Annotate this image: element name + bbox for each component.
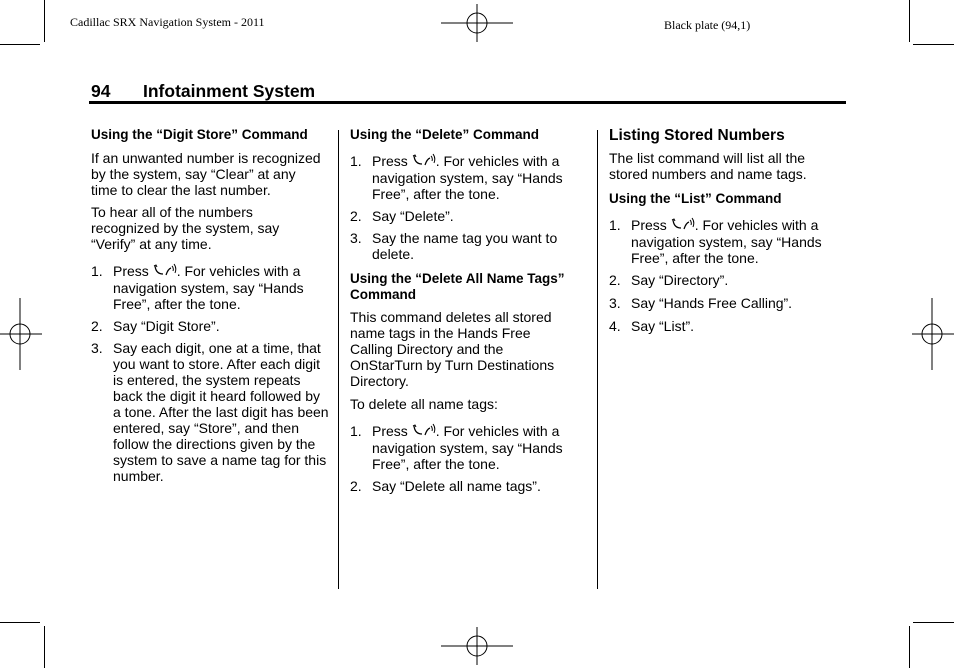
step-number: 1. — [350, 153, 362, 169]
list-item — [350, 478, 586, 494]
list-item — [609, 318, 845, 334]
step-number: 3. — [91, 340, 103, 356]
list-item — [91, 263, 331, 312]
crop-mark — [44, 626, 45, 668]
step-text: Press — [372, 153, 408, 169]
step-number: 2. — [350, 208, 362, 224]
step-text: . For vehicles with a navigation system, say “Hands Free”, after the tone. — [372, 153, 563, 202]
list-item — [350, 208, 586, 224]
step-text: Say “List”. — [631, 318, 695, 334]
step-number: 3. — [609, 295, 621, 311]
phone-icon — [671, 217, 683, 234]
step-number: 1. — [350, 423, 362, 439]
crop-mark — [44, 0, 45, 42]
voice-icon — [165, 263, 177, 280]
crop-mark — [913, 44, 954, 45]
step-number: 1. — [609, 217, 621, 233]
list-item — [350, 153, 586, 202]
registration-mark-top — [441, 4, 513, 42]
crop-mark — [0, 44, 40, 45]
paragraph: To hear all of the numbers recognized by the system, say “Verify” at any time. — [91, 204, 280, 252]
paragraph: To delete all name tags: — [350, 396, 498, 412]
section-heading: Using the “Digit Store” Command — [91, 127, 308, 142]
step-text: . For vehicles with a navigation system, say “Hands Free”, after the tone. — [113, 263, 304, 312]
step-text: Say each digit, one at a time, that you want to store. After each digit is entered, the system repeats back the digit it heard followed by a tone. After the last digit has been entered, say “Store”, and then follow the directions given by the system to save a name tag for this number. — [113, 340, 329, 484]
list-item — [609, 272, 845, 288]
section-heading: Using the “Delete” Command — [350, 127, 540, 142]
page-number: 94 — [91, 81, 111, 101]
step-text: Say “Delete all name tags”. — [372, 478, 541, 494]
page-title: Infotainment System — [143, 81, 316, 101]
step-number: 2. — [350, 478, 362, 494]
list-item — [91, 318, 331, 334]
phone-icon — [412, 423, 424, 440]
crop-mark — [909, 0, 910, 42]
phone-icon — [412, 153, 424, 170]
step-text: Press — [631, 217, 667, 233]
column-3 — [609, 127, 845, 334]
voice-icon — [424, 153, 436, 170]
step-text: Press — [113, 263, 149, 279]
step-number: 4. — [609, 318, 621, 334]
sub-heading: Using the “List” Command — [609, 191, 782, 206]
column-1 — [91, 127, 331, 484]
crop-mark — [909, 626, 910, 668]
step-text: Say “Digit Store”. — [113, 318, 220, 334]
title-rule — [89, 101, 846, 104]
step-number: 2. — [91, 318, 103, 334]
step-number: 1. — [91, 263, 103, 279]
column-divider — [338, 130, 339, 589]
column-divider — [597, 130, 598, 589]
plate-label: Black plate (94,1) — [664, 18, 751, 32]
section-heading: Listing Stored Numbers — [609, 127, 785, 144]
registration-mark-bottom — [441, 627, 513, 665]
column-2 — [350, 127, 586, 494]
step-text: Say “Directory”. — [631, 272, 729, 288]
step-text: Say “Delete”. — [372, 208, 454, 224]
step-number: 3. — [350, 230, 362, 246]
list-item — [609, 295, 845, 311]
step-text: . For vehicles with a navigation system, say “Hands Free”, after the tone. — [372, 423, 563, 472]
list-item — [350, 423, 586, 472]
step-text: Say the name tag you want to delete. — [372, 230, 558, 262]
voice-icon — [424, 423, 436, 440]
step-number: 2. — [609, 272, 621, 288]
registration-mark-right — [912, 298, 954, 370]
paragraph: If an unwanted number is recognized by the system, say “Clear” at any time to clear the last number. — [91, 150, 321, 198]
crop-mark — [913, 622, 954, 623]
list-item — [609, 217, 845, 266]
paragraph: The list command will list all the stored numbers and name tags. — [609, 150, 807, 182]
list-item — [91, 340, 331, 484]
step-text: Press — [372, 423, 408, 439]
book-title: Cadillac SRX Navigation System - 2011 — [70, 15, 265, 29]
list-item — [350, 230, 586, 262]
voice-icon — [683, 217, 695, 234]
phone-icon — [153, 263, 165, 280]
paragraph: This command deletes all stored name tags in the Hands Free Calling Directory and the OnStarTurn by Turn Destinations Directory. — [350, 309, 555, 389]
crop-mark — [0, 622, 40, 623]
section-heading: Using the “Delete All Name Tags” Command — [350, 271, 565, 302]
step-text: Say “Hands Free Calling”. — [631, 295, 793, 311]
step-text: . For vehicles with a navigation system, say “Hands Free”, after the tone. — [631, 217, 822, 266]
registration-mark-left — [0, 298, 42, 370]
